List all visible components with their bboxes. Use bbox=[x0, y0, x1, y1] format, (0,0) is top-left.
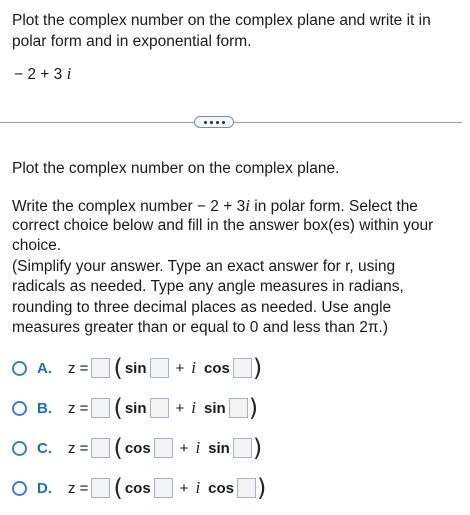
part2-line1-suffix: in polar form. Select the bbox=[249, 198, 418, 215]
right-paren: ) bbox=[252, 434, 263, 462]
choice-b-letter: B. bbox=[37, 399, 52, 417]
choice-a[interactable] bbox=[12, 355, 262, 381]
ellipsis-icon bbox=[204, 121, 225, 124]
choice-b-radio[interactable] bbox=[12, 401, 27, 416]
choice-b-angle1-input[interactable] bbox=[150, 398, 169, 418]
trig-function: cos bbox=[124, 439, 151, 457]
imaginary-unit: i bbox=[195, 478, 201, 497]
choice-d-angle2-input[interactable] bbox=[237, 478, 256, 498]
choice-d[interactable] bbox=[12, 475, 266, 501]
choice-a-letter: A. bbox=[37, 359, 52, 377]
choice-a-angle1-input[interactable] bbox=[150, 358, 169, 378]
choice-d-angle1-input[interactable] bbox=[154, 478, 173, 498]
choice-c-angle1-input[interactable] bbox=[154, 438, 173, 458]
part2-line1 bbox=[12, 196, 418, 218]
choice-c-angle2-input[interactable] bbox=[233, 438, 252, 458]
choice-c[interactable] bbox=[12, 435, 262, 461]
imaginary-unit: i bbox=[191, 358, 196, 377]
problem-expression bbox=[14, 64, 71, 86]
imaginary-unit: i bbox=[245, 196, 250, 215]
hint-line4: measures greater than or equal to 0 and less than 2π.) bbox=[12, 319, 389, 336]
choice-b-angle2-input[interactable] bbox=[229, 398, 248, 418]
choice-c-radio[interactable] bbox=[12, 441, 27, 456]
left-paren: ( bbox=[113, 354, 123, 382]
z-label: z = bbox=[68, 479, 89, 497]
trig-function: cos bbox=[124, 479, 151, 497]
choice-a-angle2-input[interactable] bbox=[233, 358, 252, 378]
plus-sign: + bbox=[179, 479, 189, 497]
left-paren: ( bbox=[113, 434, 123, 462]
z-label: z = bbox=[68, 399, 89, 417]
hint-line1: (Simplify your answer. Type an exact answer for r, using bbox=[12, 258, 396, 275]
trig-function: sin bbox=[208, 439, 230, 457]
trig-function: cos bbox=[204, 359, 230, 377]
trig-function: sin bbox=[124, 399, 147, 417]
hint-line3: rounding to three decimal places as needed. Use angle bbox=[12, 299, 392, 316]
imaginary-unit: i bbox=[191, 398, 196, 417]
expression-text: − 2 + 3 bbox=[14, 66, 63, 83]
choice-b-r-input[interactable] bbox=[91, 398, 110, 418]
left-paren: ( bbox=[113, 474, 123, 502]
left-paren: ( bbox=[113, 394, 123, 422]
choice-d-radio[interactable] bbox=[12, 481, 27, 496]
trig-function: cos bbox=[208, 479, 235, 497]
plus-sign: + bbox=[179, 439, 189, 457]
right-paren: ) bbox=[252, 354, 263, 382]
hint-line2: radicals as needed. Type any angle measures in radians, bbox=[12, 278, 404, 295]
part2-line1-prefix: Write the complex number − 2 + 3 bbox=[12, 198, 246, 215]
plus-sign: + bbox=[175, 399, 185, 417]
part2-line3: choice. bbox=[12, 237, 62, 254]
problem-instruction: Plot the complex number on the complex plane and write it in polar form and in exponential form. bbox=[12, 12, 431, 50]
choice-a-r-input[interactable] bbox=[91, 358, 110, 378]
choice-a-radio[interactable] bbox=[12, 361, 27, 376]
z-label: z = bbox=[68, 439, 89, 457]
z-label: z = bbox=[68, 359, 89, 377]
choice-d-letter: D. bbox=[37, 479, 52, 497]
choice-b[interactable] bbox=[12, 395, 258, 421]
imaginary-unit: i bbox=[66, 64, 72, 83]
show-more-button[interactable] bbox=[194, 116, 234, 128]
part2-line2: correct choice below and fill in the answer box(es) within your bbox=[12, 217, 434, 234]
trig-function: sin bbox=[124, 359, 147, 377]
right-paren: ) bbox=[248, 394, 259, 422]
choice-d-r-input[interactable] bbox=[91, 478, 110, 498]
choice-c-r-input[interactable] bbox=[91, 438, 110, 458]
plus-sign: + bbox=[175, 359, 185, 377]
right-paren: ) bbox=[257, 474, 267, 502]
choice-c-letter: C. bbox=[37, 439, 52, 457]
trig-function: sin bbox=[204, 399, 226, 417]
imaginary-unit: i bbox=[195, 438, 201, 457]
part1-instruction: Plot the complex number on the complex plane. bbox=[12, 160, 340, 177]
